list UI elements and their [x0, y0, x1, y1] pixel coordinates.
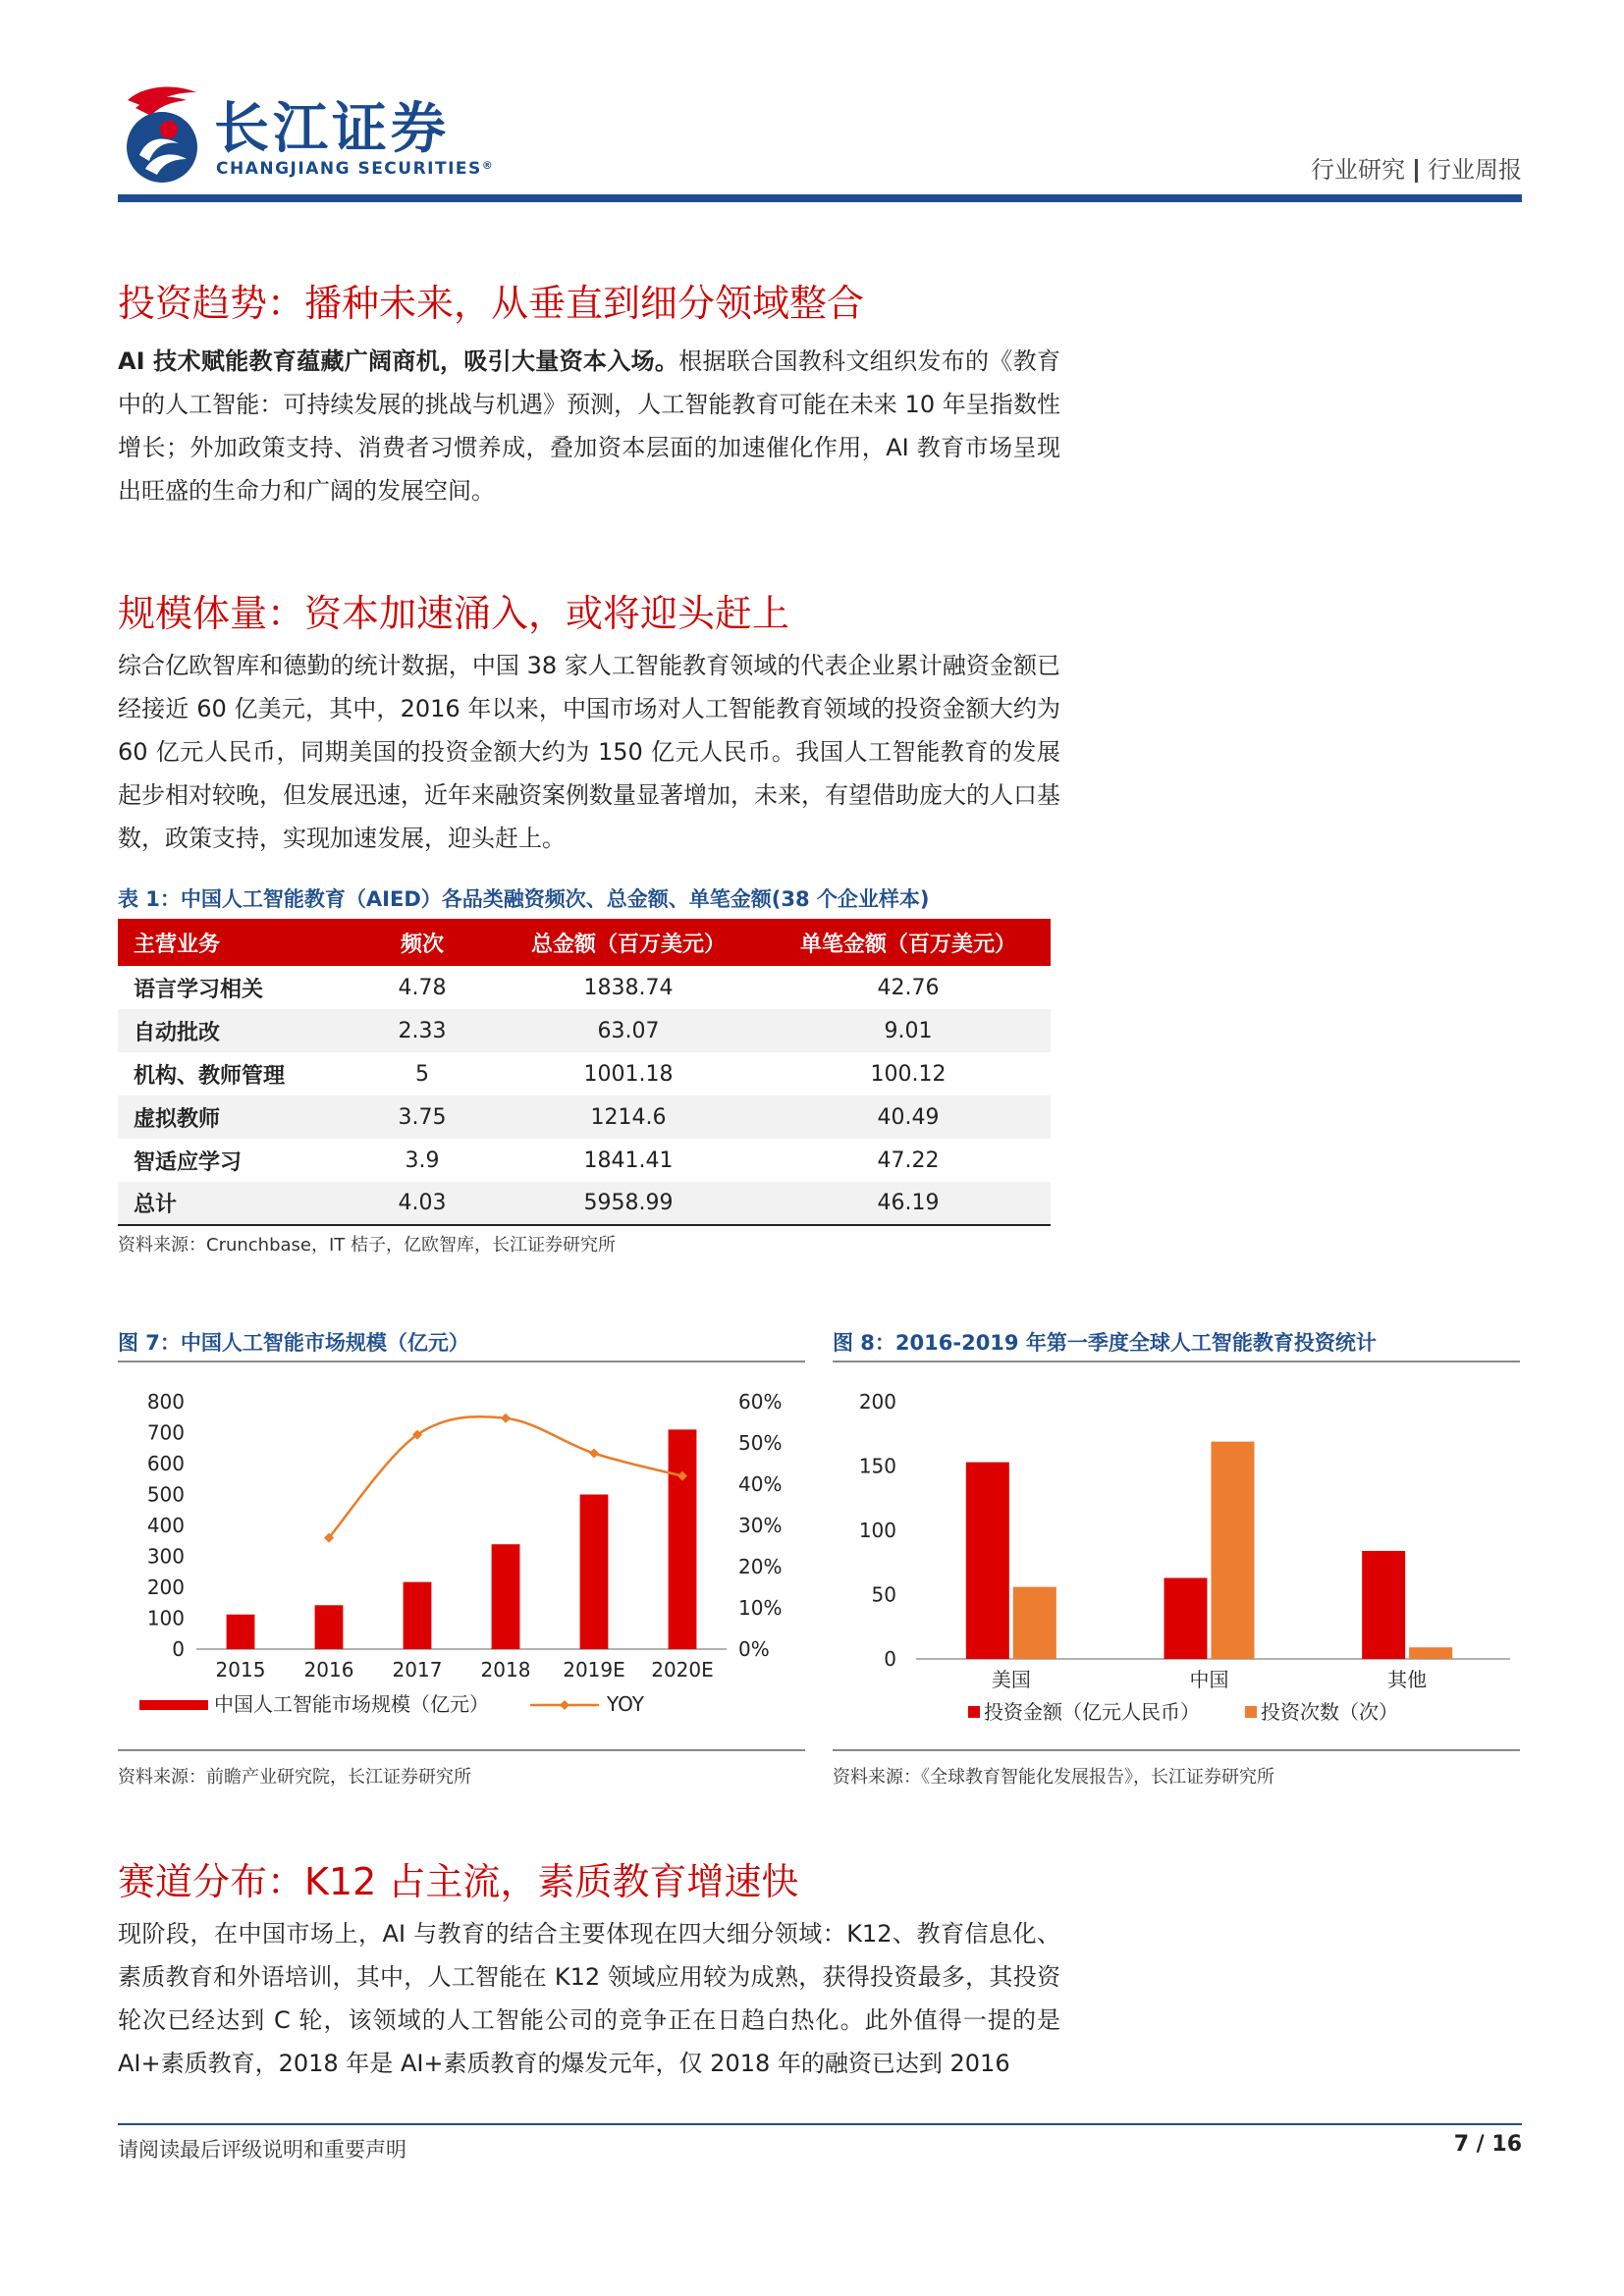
yoy-point [501, 1414, 511, 1423]
table-cell: 9.01 [766, 1009, 1051, 1052]
table-row-total [118, 1182, 1051, 1225]
table-cell: 47.22 [877, 1148, 940, 1173]
bar-investment-count [1013, 1587, 1056, 1659]
table-cell: 语言学习相关 [134, 977, 264, 1002]
section1-title: 投资趋势：播种未来，从垂直到细分领域整合 [118, 282, 865, 325]
table-cell: 2.33 [353, 1009, 491, 1052]
report-type [1311, 150, 1522, 185]
bar-market-size [580, 1495, 609, 1650]
table-cell: 3.75 [353, 1095, 491, 1139]
table1-source: 资料来源：Crunchbase，IT 桔子，亿欧智库，长江证券研究所 [118, 1235, 617, 1255]
table-cell: 5958.99 [491, 1182, 766, 1225]
chart8-source: 资料来源：《全球教育智能化发展报告》，长江证券研究所 [833, 1767, 1274, 1788]
y-tick-label: 100 [858, 1519, 896, 1542]
x-tick-label: 2016 [303, 1658, 354, 1682]
page-number: 7 / 16 [1453, 2132, 1522, 2157]
bar-investment-count [1212, 1442, 1255, 1659]
legend-swatch-bar [139, 1700, 208, 1710]
table-cell: 42.76 [877, 975, 940, 1000]
table-header-row [118, 919, 1051, 966]
col-header-frequency: 频次 [353, 919, 491, 966]
table-cell: 机构、教师管理 [134, 1063, 286, 1089]
y-tick-label: 700 [146, 1420, 185, 1445]
chart8-top-rule [833, 1361, 1520, 1362]
chart7-source: 资料来源：前瞻产业研究院，长江证券研究所 [118, 1767, 471, 1788]
table-row [118, 966, 1051, 1009]
table-row [118, 1139, 1051, 1182]
logo-chinese-name: 长江证券 [214, 97, 450, 161]
y-tick-label: 100 [146, 1606, 185, 1630]
table-cell: 4.03 [353, 1182, 491, 1225]
y-tick-label: 800 [146, 1390, 185, 1414]
section2-title: 规模体量：资本加速涌入，或将迎头赶上 [118, 592, 790, 635]
bar-market-size [315, 1605, 344, 1649]
bar-market-size [404, 1582, 432, 1649]
x-tick-label: 2019E [563, 1658, 625, 1682]
report-type-weekly: 行业周报 [1428, 156, 1522, 184]
y2-tick-label: 0% [738, 1637, 770, 1661]
section3-title: 赛道分布：K12 占主流，素质教育增速快 [118, 1860, 799, 1903]
y2-tick-label: 40% [738, 1472, 783, 1496]
table-cell: 4.78 [398, 975, 447, 1000]
x-tick-label: 美国 [991, 1668, 1031, 1691]
y-tick-label: 0 [172, 1637, 185, 1661]
table-cell: 智适应学习 [134, 1149, 243, 1175]
table-cell: 1841.41 [583, 1148, 674, 1173]
y-tick-label: 200 [146, 1575, 185, 1599]
report-type-industry: 行业研究 [1311, 156, 1405, 184]
legend-label-bar: 中国人工智能市场规模（亿元） [214, 1692, 489, 1716]
table-row [118, 1052, 1051, 1095]
bar-investment-amount [966, 1463, 1009, 1659]
col-header-total: 总金额（百万美元） [491, 919, 766, 966]
table-cell: 5 [415, 1061, 429, 1087]
chart7-market-size [118, 1364, 805, 1747]
y2-tick-label: 30% [738, 1514, 783, 1537]
y2-tick-label: 50% [738, 1431, 783, 1455]
section2-paragraph: 综合亿欧智库和德勤的统计数据，中国 38 家人工智能教育领域的代表企业累计融资金额已经接近 60 亿美元，其中，2016 年以来，中国市场对人工智能教育领域的投资金额大约为 60 亿元人民币，同期美国的投资金额大约为 150 亿元人民币。我国人工智能教育的发展起步相对较晚，但发展迅速，近年来融资案例数量显著增加，未来，有望借助庞大的人口基数，政策支持，实现加速发展，迎头赶上。 [118, 652, 1060, 852]
section1-lead: AI 技术赋能教育蕴藏广阔商机，吸引大量资本入场。 [118, 347, 679, 375]
table-cell: 1001.18 [583, 1061, 674, 1087]
y-tick-label: 500 [146, 1482, 185, 1507]
chart8-bottom-rule [833, 1749, 1520, 1751]
table-cell: 1838.74 [583, 975, 674, 1000]
bar-investment-count [1409, 1647, 1452, 1659]
logo-english-name [216, 159, 494, 179]
y2-tick-label: 60% [738, 1390, 783, 1414]
section3-paragraph: 现阶段，在中国市场上，AI 与教育的结合主要体现在四大细分领域：K12、教育信息化、素质教育和外语培训，其中，人工智能在 K12 领域应用较为成熟，获得投资最多，其投资轮次已经达到 C 轮，该领域的人工智能公司的竞争正在日趋白热化。此外值得一提的是 AI+素质教育，2018 年是 AI+素质教育的爆发元年，仅 2018 年的融资已达到 2016 [118, 1920, 1060, 2077]
table-cell: 40.49 [766, 1095, 1051, 1139]
legend-label-count: 投资次数（次） [1261, 1700, 1398, 1724]
chart8-global-investment [833, 1364, 1520, 1747]
y2-tick-label: 20% [738, 1555, 783, 1578]
section1-body: 根据联合国教科文组织发布的《教育中的人工智能：可持续发展的挑战与机遇》预测，人工智能教育可能在未来 10 年呈指数性增长；外加政策支持、消费者习惯养成，叠加资本层面的加速催化作用，AI 教育市场呈现出旺盛的生命力和广阔的发展空间。 [118, 347, 1061, 505]
y-tick-label: 50 [871, 1582, 896, 1607]
financing-table [118, 919, 1051, 1226]
bar-investment-amount [1362, 1551, 1405, 1659]
table-row [118, 1095, 1051, 1139]
table-cell: 63.07 [491, 1009, 766, 1052]
y-tick-label: 300 [146, 1544, 185, 1569]
yoy-line [329, 1416, 682, 1537]
legend-swatch-amount [968, 1706, 980, 1718]
col-header-business: 主营业务 [118, 919, 353, 966]
y2-tick-label: 10% [738, 1596, 783, 1620]
logo-english-text: CHANGJIANG SECURITIES [216, 159, 482, 179]
registered-mark: ® [481, 159, 495, 172]
y-tick-label: 200 [858, 1390, 896, 1414]
chart7-caption: 图 7：中国人工智能市场规模（亿元） [118, 1331, 469, 1355]
x-tick-label: 中国 [1189, 1668, 1229, 1691]
section1-paragraph [118, 340, 1060, 512]
header-separator [1415, 159, 1418, 183]
y-tick-label: 0 [884, 1647, 896, 1671]
table-cell: 46.19 [766, 1182, 1051, 1225]
chart7-top-rule [118, 1361, 805, 1362]
changjiang-logo-icon [118, 79, 206, 187]
table-cell: 自动批改 [118, 1009, 353, 1052]
table-cell: 1214.6 [491, 1095, 766, 1139]
legend-marker-line [560, 1700, 569, 1710]
col-header-single: 单笔金额（百万美元） [766, 919, 1051, 966]
y-tick-label: 600 [146, 1452, 185, 1475]
y-tick-label: 150 [858, 1454, 896, 1478]
bar-investment-amount [1164, 1577, 1208, 1659]
x-tick-label: 其他 [1387, 1668, 1428, 1691]
yoy-point [589, 1449, 599, 1459]
table-cell: 3.9 [405, 1148, 440, 1173]
footer-disclaimer: 请阅读最后评级说明和重要声明 [118, 2138, 406, 2162]
footer-rule [118, 2123, 1522, 2125]
bar-market-size [669, 1429, 697, 1649]
legend-label-amount: 投资金额（亿元人民币） [984, 1700, 1200, 1724]
table-row [118, 1009, 1051, 1052]
chart8-caption: 图 8：2016-2019 年第一季度全球人工智能教育投资统计 [833, 1331, 1377, 1355]
table-cell: 总计 [118, 1182, 353, 1225]
table-cell: 100.12 [870, 1061, 947, 1087]
legend-label-line: YOY [607, 1692, 644, 1716]
legend-swatch-count [1245, 1706, 1257, 1718]
bar-market-size [227, 1615, 255, 1649]
chart7-bottom-rule [118, 1749, 805, 1751]
y-tick-label: 400 [146, 1514, 185, 1537]
x-tick-label: 2017 [392, 1658, 443, 1682]
header-rule [118, 194, 1522, 202]
table1-caption: 表 1：中国人工智能教育（AIED）各品类融资频次、总金额、单笔金额(38 个企业样本) [118, 887, 930, 911]
page-header [118, 79, 1522, 201]
x-tick-label: 2015 [215, 1658, 266, 1682]
x-tick-label: 2020E [651, 1658, 714, 1682]
table-cell: 虚拟教师 [118, 1095, 353, 1139]
bar-market-size [492, 1544, 520, 1649]
x-tick-label: 2018 [480, 1658, 531, 1682]
